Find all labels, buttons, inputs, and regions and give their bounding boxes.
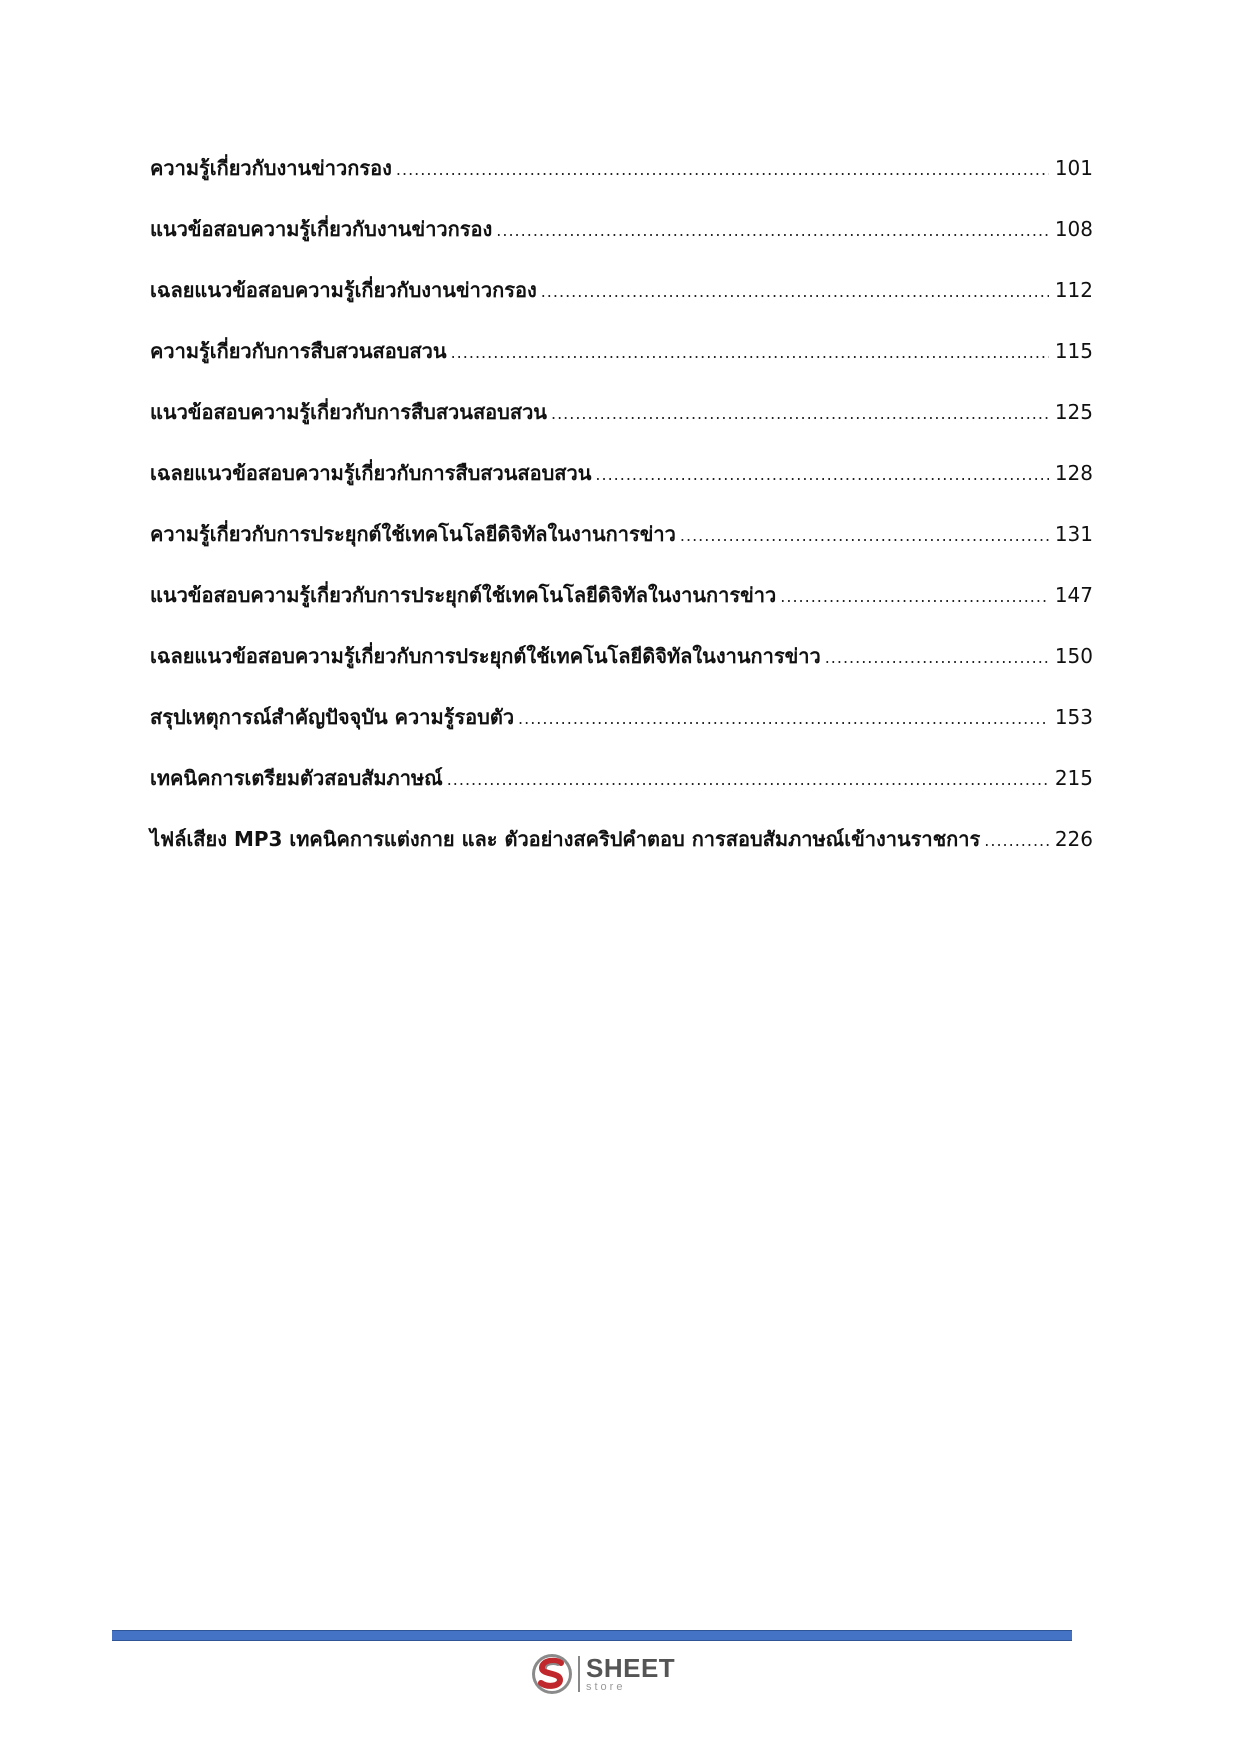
toc-entry[interactable] [150,762,1093,823]
toc-entry-page: 101 [1054,156,1093,180]
toc-entry-title: แนวข้อสอบความรู้เกี่ยวกับการสืบสวนสอบสวน [150,400,547,424]
logo-wordmark [586,1655,675,1693]
toc-entry-page: 147 [1054,583,1093,607]
toc-entry-page: 215 [1054,766,1093,790]
toc-entry-title: แนวข้อสอบความรู้เกี่ยวกับงานข่าวกรอง [150,217,493,241]
toc-entry-title: เฉลยแนวข้อสอบความรู้เกี่ยวกับการประยุกต์ใช้เทคโนโลยีดิจิทัลในงานการข่าว [150,644,821,668]
toc-dot-leader [518,709,1049,728]
toc-dot-leader [780,587,1049,606]
toc-dot-leader [541,282,1049,301]
sheet-store-s-logo-icon [530,1652,574,1696]
toc-entry-page: 128 [1054,461,1093,485]
toc-entry-title: เทคนิคการเตรียมตัวสอบสัมภาษณ์ [150,766,443,790]
sheet-store-logo [530,1652,675,1696]
toc-entry[interactable] [150,335,1093,396]
toc-entry-page: 108 [1054,217,1093,241]
toc-entry-title: ความรู้เกี่ยวกับการประยุกต์ใช้เทคโนโลยีดิจิทัลในงานการข่าว [150,522,676,546]
toc-entry-title: ความรู้เกี่ยวกับการสืบสวนสอบสวน [150,339,447,363]
toc-entry-page: 112 [1054,278,1093,302]
toc-entry[interactable] [150,152,1093,213]
toc-dot-leader [447,770,1049,789]
toc-dot-leader [551,404,1049,423]
toc-entry-page: 125 [1054,400,1093,424]
logo-separator [578,1656,580,1692]
toc-dot-leader [680,526,1049,545]
toc-entry-page: 131 [1054,522,1093,546]
table-of-contents [150,152,1093,884]
toc-dot-leader [396,160,1049,179]
toc-entry[interactable] [150,213,1093,274]
footer-divider [112,1630,1072,1641]
toc-entry[interactable] [150,274,1093,335]
toc-entry[interactable] [150,701,1093,762]
toc-entry-title: ความรู้เกี่ยวกับงานข่าวกรอง [150,156,392,180]
toc-dot-leader [825,648,1049,667]
toc-dot-leader [496,221,1049,240]
toc-entry-page: 226 [1054,827,1093,851]
toc-entry[interactable] [150,579,1093,640]
toc-entry-page: 150 [1054,644,1093,668]
toc-entry-page: 153 [1054,705,1093,729]
toc-dot-leader [984,831,1049,850]
toc-entry-title: เฉลยแนวข้อสอบความรู้เกี่ยวกับงานข่าวกรอง [150,278,537,302]
toc-entry[interactable] [150,518,1093,579]
toc-entry[interactable] [150,640,1093,701]
toc-entry-title: เฉลยแนวข้อสอบความรู้เกี่ยวกับการสืบสวนสอบสวน [150,461,592,485]
toc-dot-leader [451,343,1049,362]
toc-entry[interactable] [150,396,1093,457]
toc-entry-title: แนวข้อสอบความรู้เกี่ยวกับการประยุกต์ใช้เทคโนโลยีดิจิทัลในงานการข่าว [150,583,777,607]
logo-word: SHEET [586,1653,676,1683]
toc-entry-title: ไฟล์เสียง MP3 เทคนิคการแต่งกาย และ ตัวอย่างสคริปคำตอบ การสอบสัมภาษณ์เข้างานราชการ [150,827,981,851]
toc-entry-title: สรุปเหตุการณ์สำคัญปัจจุบัน ความรู้รอบตัว [150,705,515,729]
toc-entry[interactable] [150,457,1093,518]
toc-entry-page: 115 [1054,339,1093,363]
toc-dot-leader [595,465,1048,484]
toc-entry[interactable] [150,823,1093,884]
logo-subword: store [586,1681,626,1693]
